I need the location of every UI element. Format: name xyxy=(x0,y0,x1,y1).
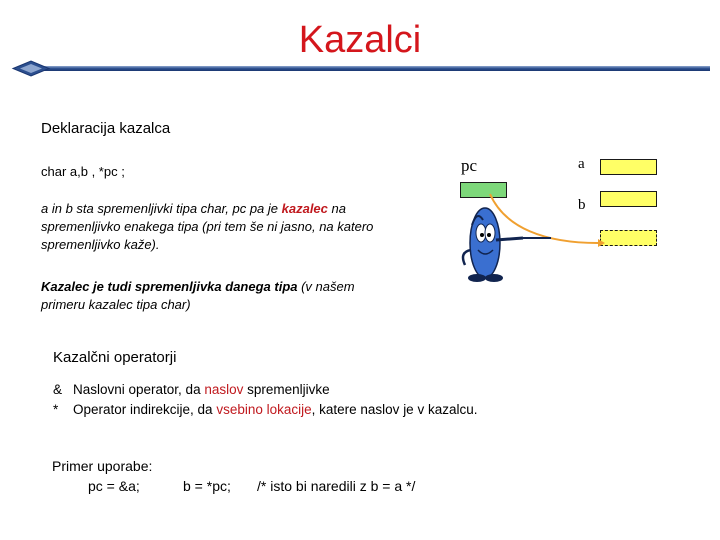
example-comment: /* isto bi naredili z b = a */ xyxy=(257,478,416,494)
ampersand-symbol: & xyxy=(53,382,63,397)
title-underline xyxy=(10,60,710,78)
kazalec-highlight: kazalec xyxy=(281,201,328,216)
paragraph-text: (v našem primeru kazalec tipa char) xyxy=(41,279,355,312)
operator-text: Operator indirekcije, da xyxy=(73,402,217,417)
operator-text: , katere naslov je v kazalcu. xyxy=(311,402,478,417)
operator-text: spremenljivke xyxy=(243,382,330,397)
emphasis-text: Kazalec je tudi spremenljivka danega tipa xyxy=(41,279,298,294)
example-label: Primer uporabe: xyxy=(52,458,153,474)
slide-title: Kazalci xyxy=(298,19,422,61)
example-statement-1: pc = &a; xyxy=(88,478,140,494)
operators-heading: Kazalčni operatorji xyxy=(53,349,177,366)
operator-highlight: naslov xyxy=(204,382,244,397)
paragraph-text: na spremenljivko enakega tipa (pri tem še ni jasno, na katero spremenljivko kaže). xyxy=(41,201,374,252)
asterisk-symbol: * xyxy=(53,402,59,417)
example-statement-2: b = *pc; xyxy=(183,478,231,494)
b-label: b xyxy=(578,197,586,213)
a-label: a xyxy=(578,156,585,172)
pc-label: pc xyxy=(461,156,478,175)
paragraph-text: a in b sta spremenljivki tipa char, pc pa je xyxy=(41,201,282,216)
mascot-icon xyxy=(455,190,565,285)
operator-highlight: vsebino lokacije xyxy=(216,402,312,417)
pointer-illustration xyxy=(455,150,670,285)
operator-address xyxy=(53,382,330,397)
pointer-variable-paragraph xyxy=(41,278,396,314)
declaration-heading: Deklaracija kazalca xyxy=(41,120,171,137)
declaration-paragraph xyxy=(41,200,396,254)
operator-text: Naslovni operator, da xyxy=(73,382,205,397)
operator-indirection xyxy=(53,402,477,417)
declaration-code: char a,b , *pc ; xyxy=(41,164,125,179)
